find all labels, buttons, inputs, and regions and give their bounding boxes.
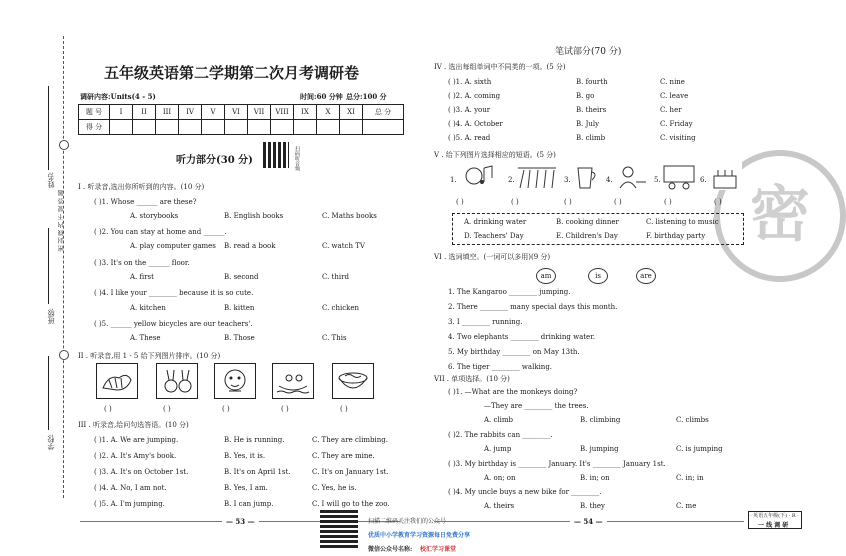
- option-b: B. fourth: [576, 78, 608, 86]
- option-c: C. her: [660, 106, 682, 114]
- question: ( )5. A. read: [448, 134, 491, 142]
- option-c: C. I will go to the zoo.: [312, 500, 390, 508]
- class-label: 班级:: [47, 308, 55, 325]
- section-6-title: VI . 选词填空。(一词可以多用)(9 分): [434, 253, 551, 261]
- score-header: 总 分: [363, 105, 404, 120]
- question: ( )4. A. October: [448, 120, 503, 128]
- qr-caption: 扫码听音频: [294, 146, 300, 171]
- question: ( )1. A. sixth: [448, 78, 492, 86]
- match-blank[interactable]: ( ): [511, 198, 519, 206]
- binding-hole: [59, 350, 69, 360]
- option-c: C. leave: [660, 92, 689, 100]
- option-b: B. second: [224, 273, 259, 281]
- score-header: XI: [340, 105, 363, 120]
- option-c: C. They are climbing.: [312, 436, 388, 444]
- listening-title: 听力部分(30 分): [176, 155, 253, 166]
- section-2-title: II . 听录音,用 1 - 5 给下列图片排序。(10 分): [78, 352, 221, 360]
- fill-question: 1. The Kangaroo ________ jumping.: [448, 288, 571, 296]
- question: ( )1. —What are the monkeys doing?: [448, 388, 578, 396]
- footer-line-3-value: 校汇学习课堂: [420, 546, 457, 553]
- binding-strip: [0, 0, 62, 556]
- option-c: C. Yes, he is.: [312, 484, 357, 492]
- word-choice: am: [536, 268, 556, 284]
- exam-total-score: 总分:100 分: [346, 92, 387, 101]
- option-b: B. I can jump.: [224, 500, 274, 508]
- monkey-picture: [214, 363, 256, 399]
- order-blank[interactable]: ( ): [340, 405, 348, 413]
- section-4-title: IV . 选出每组单词中不同类的一项。(5 分): [434, 63, 566, 71]
- score-header: VII: [248, 105, 271, 120]
- school-line: [48, 356, 49, 430]
- option-b: B. He is running.: [224, 436, 285, 444]
- question: ( )3. A. your: [448, 106, 491, 114]
- fill-question: 6. The tiger ________ walking.: [448, 363, 553, 371]
- name-line: [48, 86, 49, 170]
- match-blank[interactable]: ( ): [456, 198, 464, 206]
- question: ( )5. A. I'm jumping.: [94, 500, 165, 508]
- name-label: 姓名:: [47, 172, 55, 189]
- option-b: B. It's on April 1st.: [224, 468, 291, 476]
- score-header: X: [317, 105, 340, 120]
- picture-number: 1.: [450, 176, 457, 184]
- order-blank[interactable]: ( ): [104, 405, 112, 413]
- picture-number: 3.: [564, 176, 571, 184]
- option-c: C. climbs: [676, 416, 709, 424]
- option-a: A. on; on: [484, 474, 516, 482]
- option-b: B. Yes, it is.: [224, 452, 266, 460]
- score-header: IX: [294, 105, 317, 120]
- seal-text: 密 封 线 内 不 要 答 题: [58, 190, 65, 252]
- score-row-label: 得 分: [79, 120, 110, 135]
- question: ( )2. You can stay at home and ______.: [94, 228, 227, 236]
- fill-question: 4. Two elephants ________ drinking water.: [448, 333, 595, 341]
- option-c: C. chicken: [322, 304, 360, 312]
- written-title: 笔试部分(70 分): [555, 47, 622, 57]
- word-choice: is: [588, 268, 608, 284]
- order-blank[interactable]: ( ): [163, 405, 171, 413]
- cooking-picture: [614, 162, 648, 190]
- water-picture: [574, 162, 600, 190]
- order-blank[interactable]: ( ): [281, 405, 289, 413]
- match-blank[interactable]: ( ): [614, 198, 622, 206]
- option-c: C. visiting: [660, 134, 696, 142]
- word-choice: are: [636, 268, 656, 284]
- children-day-picture: [516, 162, 558, 190]
- phrase-option: D. Teachers' Day: [464, 232, 524, 240]
- school-label: 学校:: [47, 434, 55, 451]
- page-number-left: — 53 —: [222, 517, 259, 526]
- tiger-picture: [96, 363, 138, 399]
- phrase-option: B. cooking dinner: [556, 218, 619, 226]
- option-b: B. Those: [224, 334, 255, 342]
- order-blank[interactable]: ( ): [222, 405, 230, 413]
- option-c: C. me: [676, 502, 697, 510]
- binding-hole: [59, 140, 69, 150]
- option-a: A. play computer games: [130, 242, 216, 250]
- match-blank[interactable]: ( ): [664, 198, 672, 206]
- question: ( )1. A. We are jumping.: [94, 436, 179, 444]
- fill-question: 2. There ________ many special days this month.: [448, 303, 618, 311]
- section-3-title: III . 听录音,给问句选答语。(10 分): [78, 421, 189, 429]
- exam-range: 调研内容:Units(4 - 5): [80, 92, 156, 101]
- question: ( )3. A. It's on October 1st.: [94, 468, 189, 476]
- noodle-bowl-picture: [332, 363, 374, 399]
- option-b: B. read a book: [224, 242, 276, 250]
- option-b: B. go: [576, 92, 595, 100]
- question: ( )3. My birthday is ________ January. It's ________ January 1st.: [448, 460, 666, 468]
- score-header: VI: [225, 105, 248, 120]
- question: ( )3. It's on the ______ floor.: [94, 259, 190, 267]
- option-c: C. in; in: [676, 474, 704, 482]
- picture-number: 6.: [700, 176, 707, 184]
- option-c: C. It's on January 1st.: [312, 468, 389, 476]
- option-b: B. Yes, I am.: [224, 484, 268, 492]
- series-banner-line-2: 一 线 调 研: [758, 522, 789, 529]
- fill-question: 5. My birthday ________ on May 13th.: [448, 348, 580, 356]
- option-c: C. Friday: [660, 120, 693, 128]
- option-c: C. They are mine.: [312, 452, 375, 460]
- question: ( )5. ______ yellow bicycles are our teachers'.: [94, 320, 253, 328]
- option-c: C. third: [322, 273, 349, 281]
- question: ( )2. The rabbits can ________.: [448, 431, 553, 439]
- binding-dashed-line: [63, 36, 64, 498]
- score-table: [78, 104, 404, 135]
- match-blank[interactable]: ( ): [564, 198, 572, 206]
- section-7-title: VII . 单项选择。(10 分): [434, 375, 510, 383]
- option-c: C. This: [322, 334, 347, 342]
- option-c: C. Maths books: [322, 212, 377, 220]
- picture-number: 4.: [606, 176, 613, 184]
- phrase-option: E. Children's Day: [556, 232, 618, 240]
- watermark-stamp: 密: [714, 150, 846, 282]
- listening-qr-code[interactable]: [263, 142, 289, 168]
- option-b: B. kitten: [224, 304, 255, 312]
- page-number-right: — 54 —: [570, 517, 607, 526]
- option-c: C. is jumping: [676, 445, 723, 453]
- option-b: B. July: [576, 120, 600, 128]
- rabbits-picture: [156, 363, 198, 399]
- picture-number: 2.: [508, 176, 515, 184]
- phrase-option: A. drinking water: [464, 218, 527, 226]
- option-a: A. These: [130, 334, 161, 342]
- option-b: B. jumping: [580, 445, 619, 453]
- class-line: [48, 228, 49, 304]
- fill-question: 3. I ________ running.: [448, 318, 523, 326]
- question: ( )1. Whose ______ are these?: [94, 198, 197, 206]
- option-a: A. kitchen: [130, 304, 166, 312]
- question: ( )2. A. coming: [448, 92, 501, 100]
- option-a: A. storybooks: [130, 212, 179, 220]
- picture-number: 5.: [654, 176, 661, 184]
- option-c: C. watch TV: [322, 242, 365, 250]
- question: ( )4. My uncle buys a new bike for ________.: [448, 488, 602, 496]
- boat-picture: [272, 363, 314, 399]
- section-1-title: I . 听录音,选出你所听到的内容。(10 分): [78, 183, 205, 191]
- series-banner-line-1: · 英语五年级(下) · R ·: [750, 513, 799, 519]
- score-header: III: [156, 105, 179, 120]
- option-b: B. theirs: [576, 106, 607, 114]
- score-header: VIII: [271, 105, 294, 120]
- question-line-2: —They are ________ the trees.: [484, 402, 589, 410]
- question: ( )4. I like your ________ because it is so cute.: [94, 289, 254, 297]
- music-picture: [460, 162, 502, 190]
- birthday-picture: [708, 162, 742, 190]
- option-b: B. climbing: [580, 416, 621, 424]
- footer-line-1: 扫描二维码关注我们的公众号: [368, 518, 447, 525]
- score-header: 题 号: [79, 105, 110, 120]
- option-a: A. theirs: [484, 502, 515, 510]
- option-b: B. climb: [576, 134, 606, 142]
- teachers-day-picture: [662, 162, 696, 190]
- match-blank[interactable]: ( ): [714, 198, 722, 206]
- exam-title: 五年级英语第二学期第二次月考调研卷: [104, 64, 360, 82]
- phrase-option: F. birthday party: [646, 232, 706, 240]
- option-b: B. in; on: [580, 474, 610, 482]
- option-a: A. climb: [484, 416, 514, 424]
- question: ( )4. A. No, I am not.: [94, 484, 167, 492]
- phrase-option: C. listening to music: [646, 218, 719, 226]
- exam-time: 时间:60 分钟: [300, 92, 343, 101]
- option-b: B. English books: [224, 212, 284, 220]
- score-header: V: [202, 105, 225, 120]
- score-header: I: [110, 105, 133, 120]
- question: ( )2. A. It's Amy's book.: [94, 452, 177, 460]
- option-c: C. nine: [660, 78, 685, 86]
- option-a: A. jump: [484, 445, 512, 453]
- footer-qr-code[interactable]: [320, 510, 358, 548]
- option-a: A. first: [130, 273, 154, 281]
- section-5-title: V . 给下列图片选择相应的短语。(5 分): [434, 151, 556, 159]
- option-b: B. they: [580, 502, 606, 510]
- score-header: II: [133, 105, 156, 120]
- footer-line-2: 优质中小学教育学习资源每日免费分享: [368, 532, 471, 539]
- footer-line-3-label: 微信公众号名称:: [368, 546, 413, 553]
- score-header: IV: [179, 105, 202, 120]
